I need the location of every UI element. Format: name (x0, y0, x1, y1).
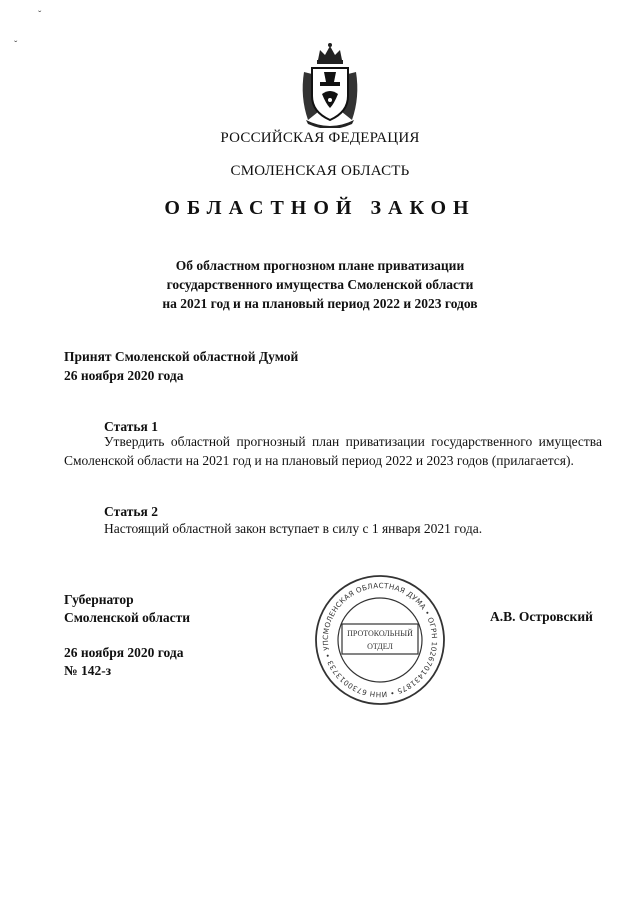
signatory-name: А.В. Островский (490, 609, 593, 624)
article-2-heading: Статья 2 (104, 504, 158, 519)
stamp-ring-text: СМОЛЕНСКАЯ ОБЛАСТНАЯ ДУМА • ОГРН 1026701431875 • ИНН 6730013733 • УП (320, 580, 440, 700)
region-name: СМОЛЕНСКАЯ ОБЛАСТЬ (230, 163, 410, 179)
scan-mark: ˇ (38, 10, 42, 21)
signatory-position-line-1: Губернатор (64, 592, 134, 607)
coat-of-arms-emblem (298, 42, 362, 128)
scan-mark: ˇ (14, 40, 18, 51)
adoption-date: 26 ноября 2020 года (64, 368, 184, 383)
article-1-text: Утвердить областной прогнозный план приватизации государственного имущества Смоленской области на 2021 год и на плановый период 2022 и 2023 годов (прилагается). (64, 434, 602, 468)
law-number: № 142-з (64, 663, 112, 678)
document-type-title: ОБЛАСТНОЙ ЗАКОН (164, 197, 476, 219)
subject-line-2: государственного имущества Смоленской области (166, 277, 474, 292)
stamp-center-line-1: ПРОТОКОЛЬНЫЙ (347, 629, 413, 638)
adoption-line-1: Принят Смоленской областной Думой (64, 349, 299, 364)
subject-line-3: на 2021 год и на плановый период 2022 и 2023 годов (162, 296, 478, 311)
stamp-center-line-2: ОТДЕЛ (367, 642, 393, 651)
official-stamp (312, 572, 448, 708)
signatory-position-line-2: Смоленской области (64, 610, 191, 625)
article-1-heading: Статья 1 (104, 419, 158, 434)
article-2-text: Настоящий областной закон вступает в силу с 1 января 2021 года. (104, 521, 483, 536)
subject-line-1: Об областном прогнозном плане приватизации (175, 258, 465, 273)
country-name: РОССИЙСКАЯ ФЕДЕРАЦИЯ (220, 130, 420, 146)
signing-date: 26 ноября 2020 года (64, 645, 184, 660)
